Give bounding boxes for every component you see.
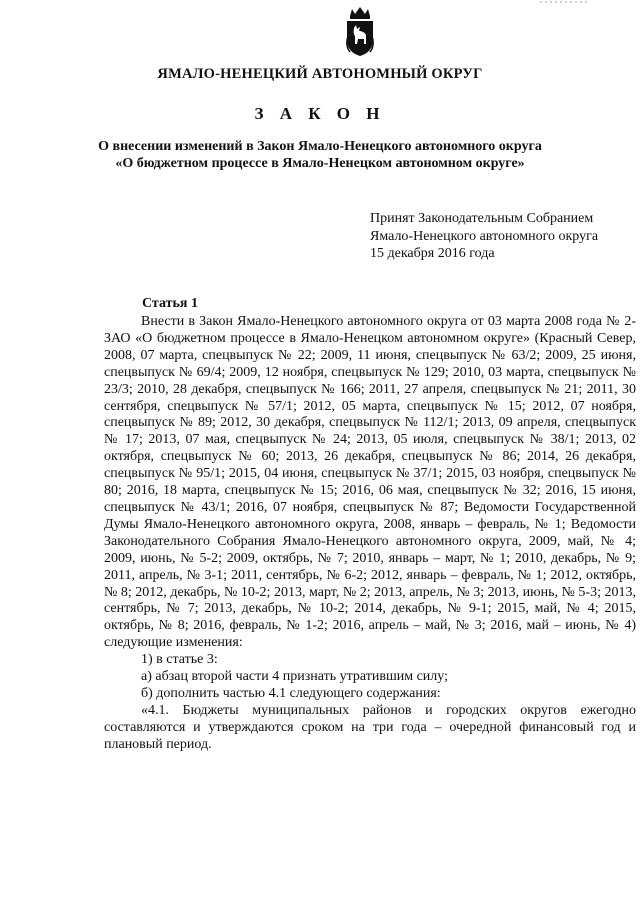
adoption-date: 15 декабря 2016 года — [370, 246, 495, 261]
document-type: З А К О Н — [254, 104, 386, 123]
article-intro-paragraph: Внести в Закон Ямало-Ненецкого автономного округа от 03 марта 2008 года № 2-ЗАО «О бюджетном процессе в Ямало-Ненецком автономном округе» (Красный Север, 2008, 07 марта, спецвыпуск № 22; 2009, 11 июня, спецвыпуск № 63/2; 2009, 25 июня, спецвыпуск № 69/4; 2009, 12 ноября, спецвыпуск № 129; 2010, 03 марта, спецвыпуск № 23/3; 2010, 28 декабря, спецвыпуск № 166; 2011, 27 апреля, спецвыпуск № 21; 2011, 30 сентября, спецвыпуск № 57/1; 2012, 05 марта, спецвыпуск № 15; 2012, 07 ноября, спецвыпуск № 89; 2012, 30 декабря, спецвыпуск № 112/1; 2013, 09 апреля, спецвыпуск № 17; 2013, 07 мая, спецвыпуск № 24; 2013, 05 июля, спецвыпуск № 38/1; 2013, 02 октября, спецвыпуск № 60; 2013, 26 декабря, спецвыпуск № 86; 2014, 26 декабря, спецвыпуск № 95/1; 2015, 04 июня, спецвыпуск № 37/1; 2015, 03 ноября, спецвыпуск № 80; 2016, 18 марта, спецвыпуск № 15; 2016, 06 мая, спецвыпуск № 32; 2016, 15 июня, спецвыпуск № 43/1; 2016, 07 ноября, спецвыпуск № 87; Ведомости Государственной Думы Ямало-Ненецкого автономного округа, 2008, январь – февраль, № 1; Ведомости Законодательного Собрания Ямало-Ненецкого автономного округа, 2009, май, № 4; 2009, июнь, № 5-2; 2009, октябрь, № 7; 2010, январь – март, № 1; 2010, декабрь, № 9; 2011, апрель, № 3-1; 2011, сентябрь, № 6-2; 2012, январь – февраль, № 1; 2012, октябрь, № 8; 2012, декабрь, № 10-2; 2013, март, № 2; 2013, апрель, № 3; 2013, июнь, № 5-3; 2013, сентябрь, № 7; 2013, декабрь, № 10-2; 2014, декабрь, № 9-1; 2015, май, № 4; 2015, октябрь, № 8; 2016, февраль, № 1-2; 2016, апрель – май, № 3; 2016, май – июнь, № 4) следующие изменения: — [104, 314, 636, 651]
adoption-line-1: Принят Законодательным Собранием — [370, 211, 594, 226]
law-title-line-2: «О бюджетном процессе в Ямало-Ненецком автономном округе» — [115, 156, 525, 171]
quoted-provision: «4.1. Бюджеты муниципальных районов и городских округов ежегодно составляются и утверждаются сроком на три года – очередной финансовый год и плановый период. — [104, 702, 636, 752]
coat-of-arms-emblem — [342, 6, 378, 58]
adoption-line-2: Ямало-Ненецкого автономного округа — [370, 228, 599, 244]
adoption-note — [370, 210, 630, 263]
article-heading: Статья 1 — [142, 296, 198, 311]
amendment-item-1a: а) абзац второй части 4 признать утратившим силу; — [141, 669, 448, 685]
law-title-line-1: О внесении изменений в Закон Ямало-Ненецкого автономного округа — [98, 139, 542, 154]
margin-mark — [540, 0, 590, 4]
law-title — [60, 138, 580, 172]
amendment-item-1b: б) дополнить частью 4.1 следующего содержания: — [141, 685, 441, 701]
amendment-item-1: 1) в статье 3: — [141, 652, 218, 668]
article-body — [104, 314, 636, 754]
region-name: ЯМАЛО-НЕНЕЦКИЙ АВТОНОМНЫЙ ОКРУГ — [157, 66, 483, 82]
